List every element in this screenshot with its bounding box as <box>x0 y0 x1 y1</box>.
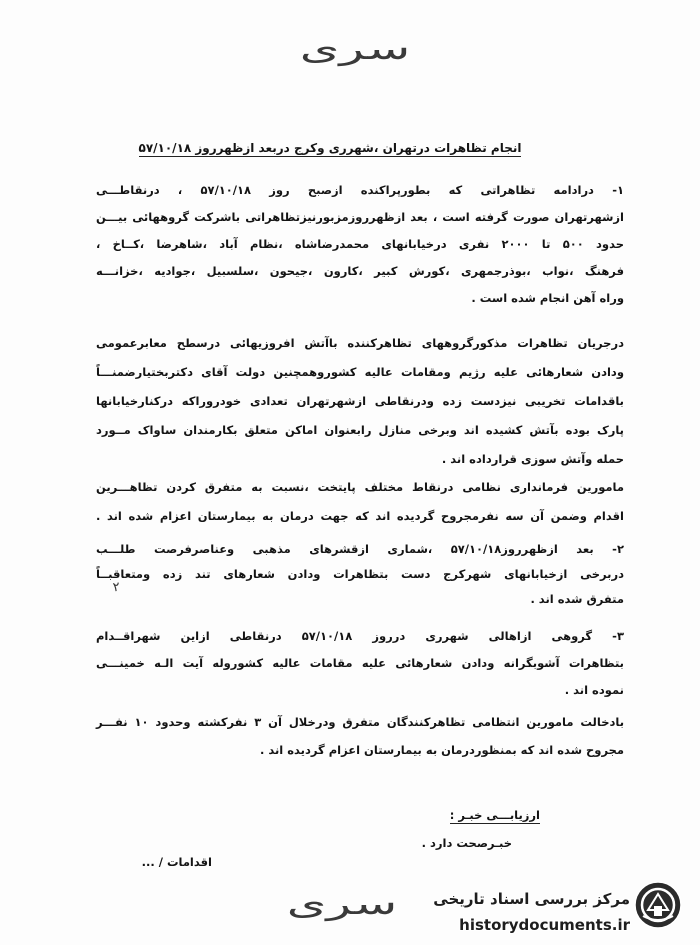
archive-logo-icon <box>633 880 683 930</box>
classification-stamp-top: سری <box>299 32 411 67</box>
text-line: مجروح شده اند که بمنظوردرمان به بیمارستان اعزام گردیده اند . <box>259 743 624 757</box>
actions-line: اقدامات / ... <box>141 855 212 869</box>
classification-stamp-bottom: سری <box>286 887 398 922</box>
text-line: حمله وآتش سوزی قرارداده اند . <box>441 452 624 466</box>
evaluation-value: خبـرصحت دارد . <box>421 836 512 850</box>
text-line: ۳- گروهی ازاهالی شهرری درروز ۵۷/۱۰/۱۸ درنقاطی ازاین شهراقــدام <box>96 629 624 643</box>
paragraph-2 <box>96 329 624 474</box>
paragraph-3 <box>96 473 624 531</box>
text-line: درجریان تظاهرات مذکورگروههای تظاهرکننده باآتش افروزیهائی درسطح معابرعمومی <box>96 336 624 350</box>
evaluation-label-text: ارزیابـــی خبـر : <box>449 808 540 822</box>
paragraph-1 <box>96 177 624 312</box>
text-line: ۱- درادامه تظاهراتی که بطورپراکنده ازصبح روز ۵۷/۱۰/۱۸ ، درنقاطـــی <box>96 183 624 197</box>
text-line: باقدامات تخریبی نیزدست زده ودرنقاطی ازشهرتهران تعدادی خودروراکه درکنارخیابانها <box>96 394 624 408</box>
text-line: بتظاهرات آشوبگرانه ودادن شعارهائی علیه مقامات عالیه کشوروله آیت الـه خمینـــی <box>96 656 624 670</box>
text-line: فرهنگ ،نواب ،بوذرجمهری ،کورش کبیر ،کارون ،جیحون ،سلسبیل ،جوادیه ،خزانـــه <box>96 264 624 278</box>
text-line: ازشهرتهران صورت گرفته است ، بعد ازظهرروزمزبورنیزتظاهراتی باشرکت گروههائی بیـــن <box>96 210 624 224</box>
watermark-website: historydocuments.ir <box>459 916 630 934</box>
handwritten-mark: ۲ <box>111 579 121 596</box>
text-line: دربرخی ازخیابانهای شهرکرج دست بتظاهرات ودادن شعارهای تند زده ومتعاقبــاً <box>96 567 624 581</box>
text-line: پارک بوده بآتش کشیده اند وبرخی منازل رابعنوان اماکن متعلق بکارمندان ساواک مــورد <box>96 423 624 437</box>
document-title <box>100 138 560 158</box>
text-line: بادخالت مامورین انتظامی تظاهرکنندگان متفرق ودرخلال آن ۳ نفرکشته وحدود ۱۰ نفـــر <box>96 715 625 729</box>
text-line: نموده اند . <box>564 683 624 697</box>
paragraph-5 <box>96 623 624 704</box>
text-line: ۲- بعد ازظهرروز۵۷/۱۰/۱۸ ،شماری ازقشرهای مذهبی وعناصرفرصت طلـــب <box>96 542 624 556</box>
text-line: ودادن شعارهائی علیه رژیم ومقامات عالیه کشوروهمچنین دولت آقای دکتربختیارضمنـــاً <box>96 365 624 379</box>
paragraph-4 <box>96 537 624 612</box>
text-line: مامورین فرمانداری نظامی درنقاط مختلف پایتخت ،نسبت به متفرق کردن تظاهـــرین <box>96 480 624 494</box>
text-line: وراه آهن انجام شده است . <box>471 291 624 305</box>
document-title-text: انجام تظاهرات درتهران ،شهرری وکرج دربعد ازظهرروز ۵۷/۱۰/۱۸ <box>138 141 522 155</box>
text-line: اقدام وضمن آن سه نفرمجروح گردیده اند که جهت درمان به بیمارستان اعزام شده اند . <box>96 509 624 523</box>
evaluation-label <box>450 806 540 824</box>
text-line: حدود ۵۰۰ تا ۲۰۰۰ نفری درخیابانهای محمدرضاشاه ،نظام آباد ،شاهرضا ،کــاخ ، <box>96 237 624 251</box>
text-line: متفرق شده اند . <box>530 592 624 606</box>
paragraph-6 <box>96 708 624 764</box>
watermark-organization: مرکز بررسی اسناد تاریخی <box>433 890 630 908</box>
